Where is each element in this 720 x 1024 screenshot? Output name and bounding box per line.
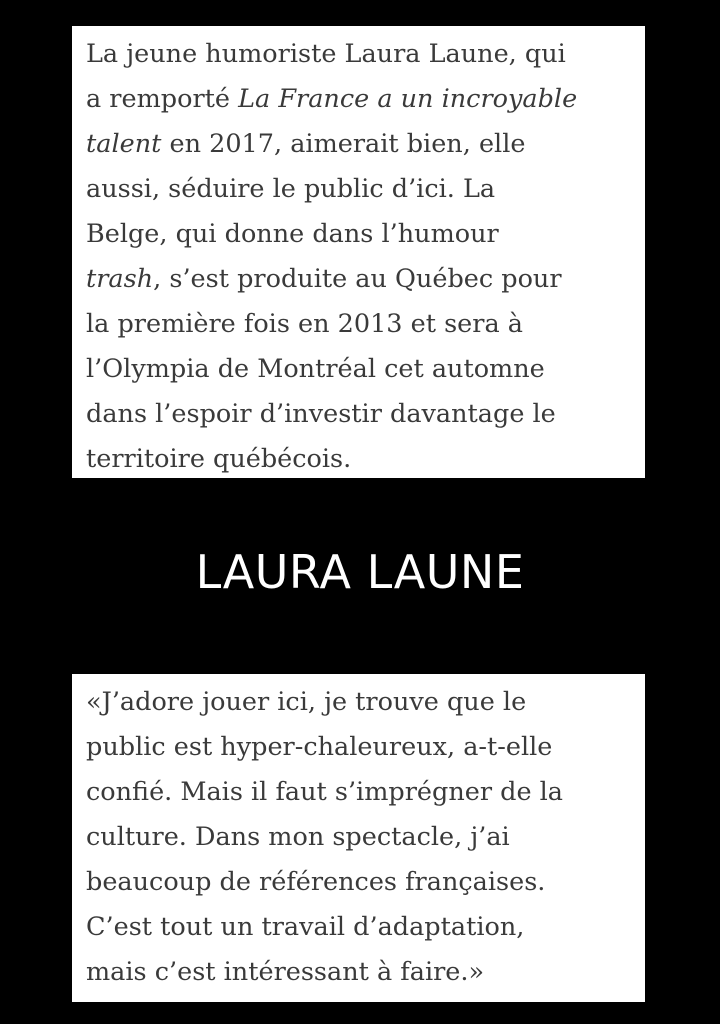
excerpt-line: la première fois en 2013 et sera à [86, 309, 523, 339]
quote-line: public est hyper-chaleureux, a-t-elle [86, 732, 553, 762]
excerpt-line [86, 257, 645, 302]
genre-italic: trash [86, 264, 154, 294]
excerpt-line: territoire québécois. [86, 444, 352, 474]
quote-line: C’est tout un travail d’adaptation, [86, 912, 525, 942]
quote-line: beaucoup de références françaises. [86, 867, 546, 897]
quote-excerpt [72, 674, 645, 1002]
excerpt-line: Belge, qui donne dans l’humour [86, 219, 499, 249]
quote-line: culture. Dans mon spectacle, j’ai [86, 822, 510, 852]
top-article-excerpt [72, 26, 645, 478]
quote-line: mais c’est intéressant à faire.» [86, 957, 485, 987]
excerpt-line: dans l’espoir d’investir davantage le [86, 399, 556, 429]
page-title: LAURA LAUNE [195, 545, 525, 599]
excerpt-line: aussi, séduire le public d’ici. La [86, 174, 496, 204]
excerpt-text: a remporté [86, 84, 239, 114]
excerpt-line: l’Olympia de Montréal cet automne [86, 354, 545, 384]
excerpt-line [86, 122, 645, 167]
excerpt-line: La jeune humoriste Laura Laune, qui [86, 39, 566, 69]
excerpt-line [86, 77, 645, 122]
show-title-italic: talent [86, 129, 162, 159]
excerpt-text: , s’est produite au Québec pour [153, 264, 562, 294]
quote-line: confié. Mais il faut s’imprégner de la [86, 777, 564, 807]
quote-line: «J’adore jouer ici, je trouve que le [86, 687, 527, 717]
excerpt-text: en 2017, aimerait bien, elle [161, 129, 526, 159]
show-title-italic: La France a un incroyable [238, 84, 578, 114]
